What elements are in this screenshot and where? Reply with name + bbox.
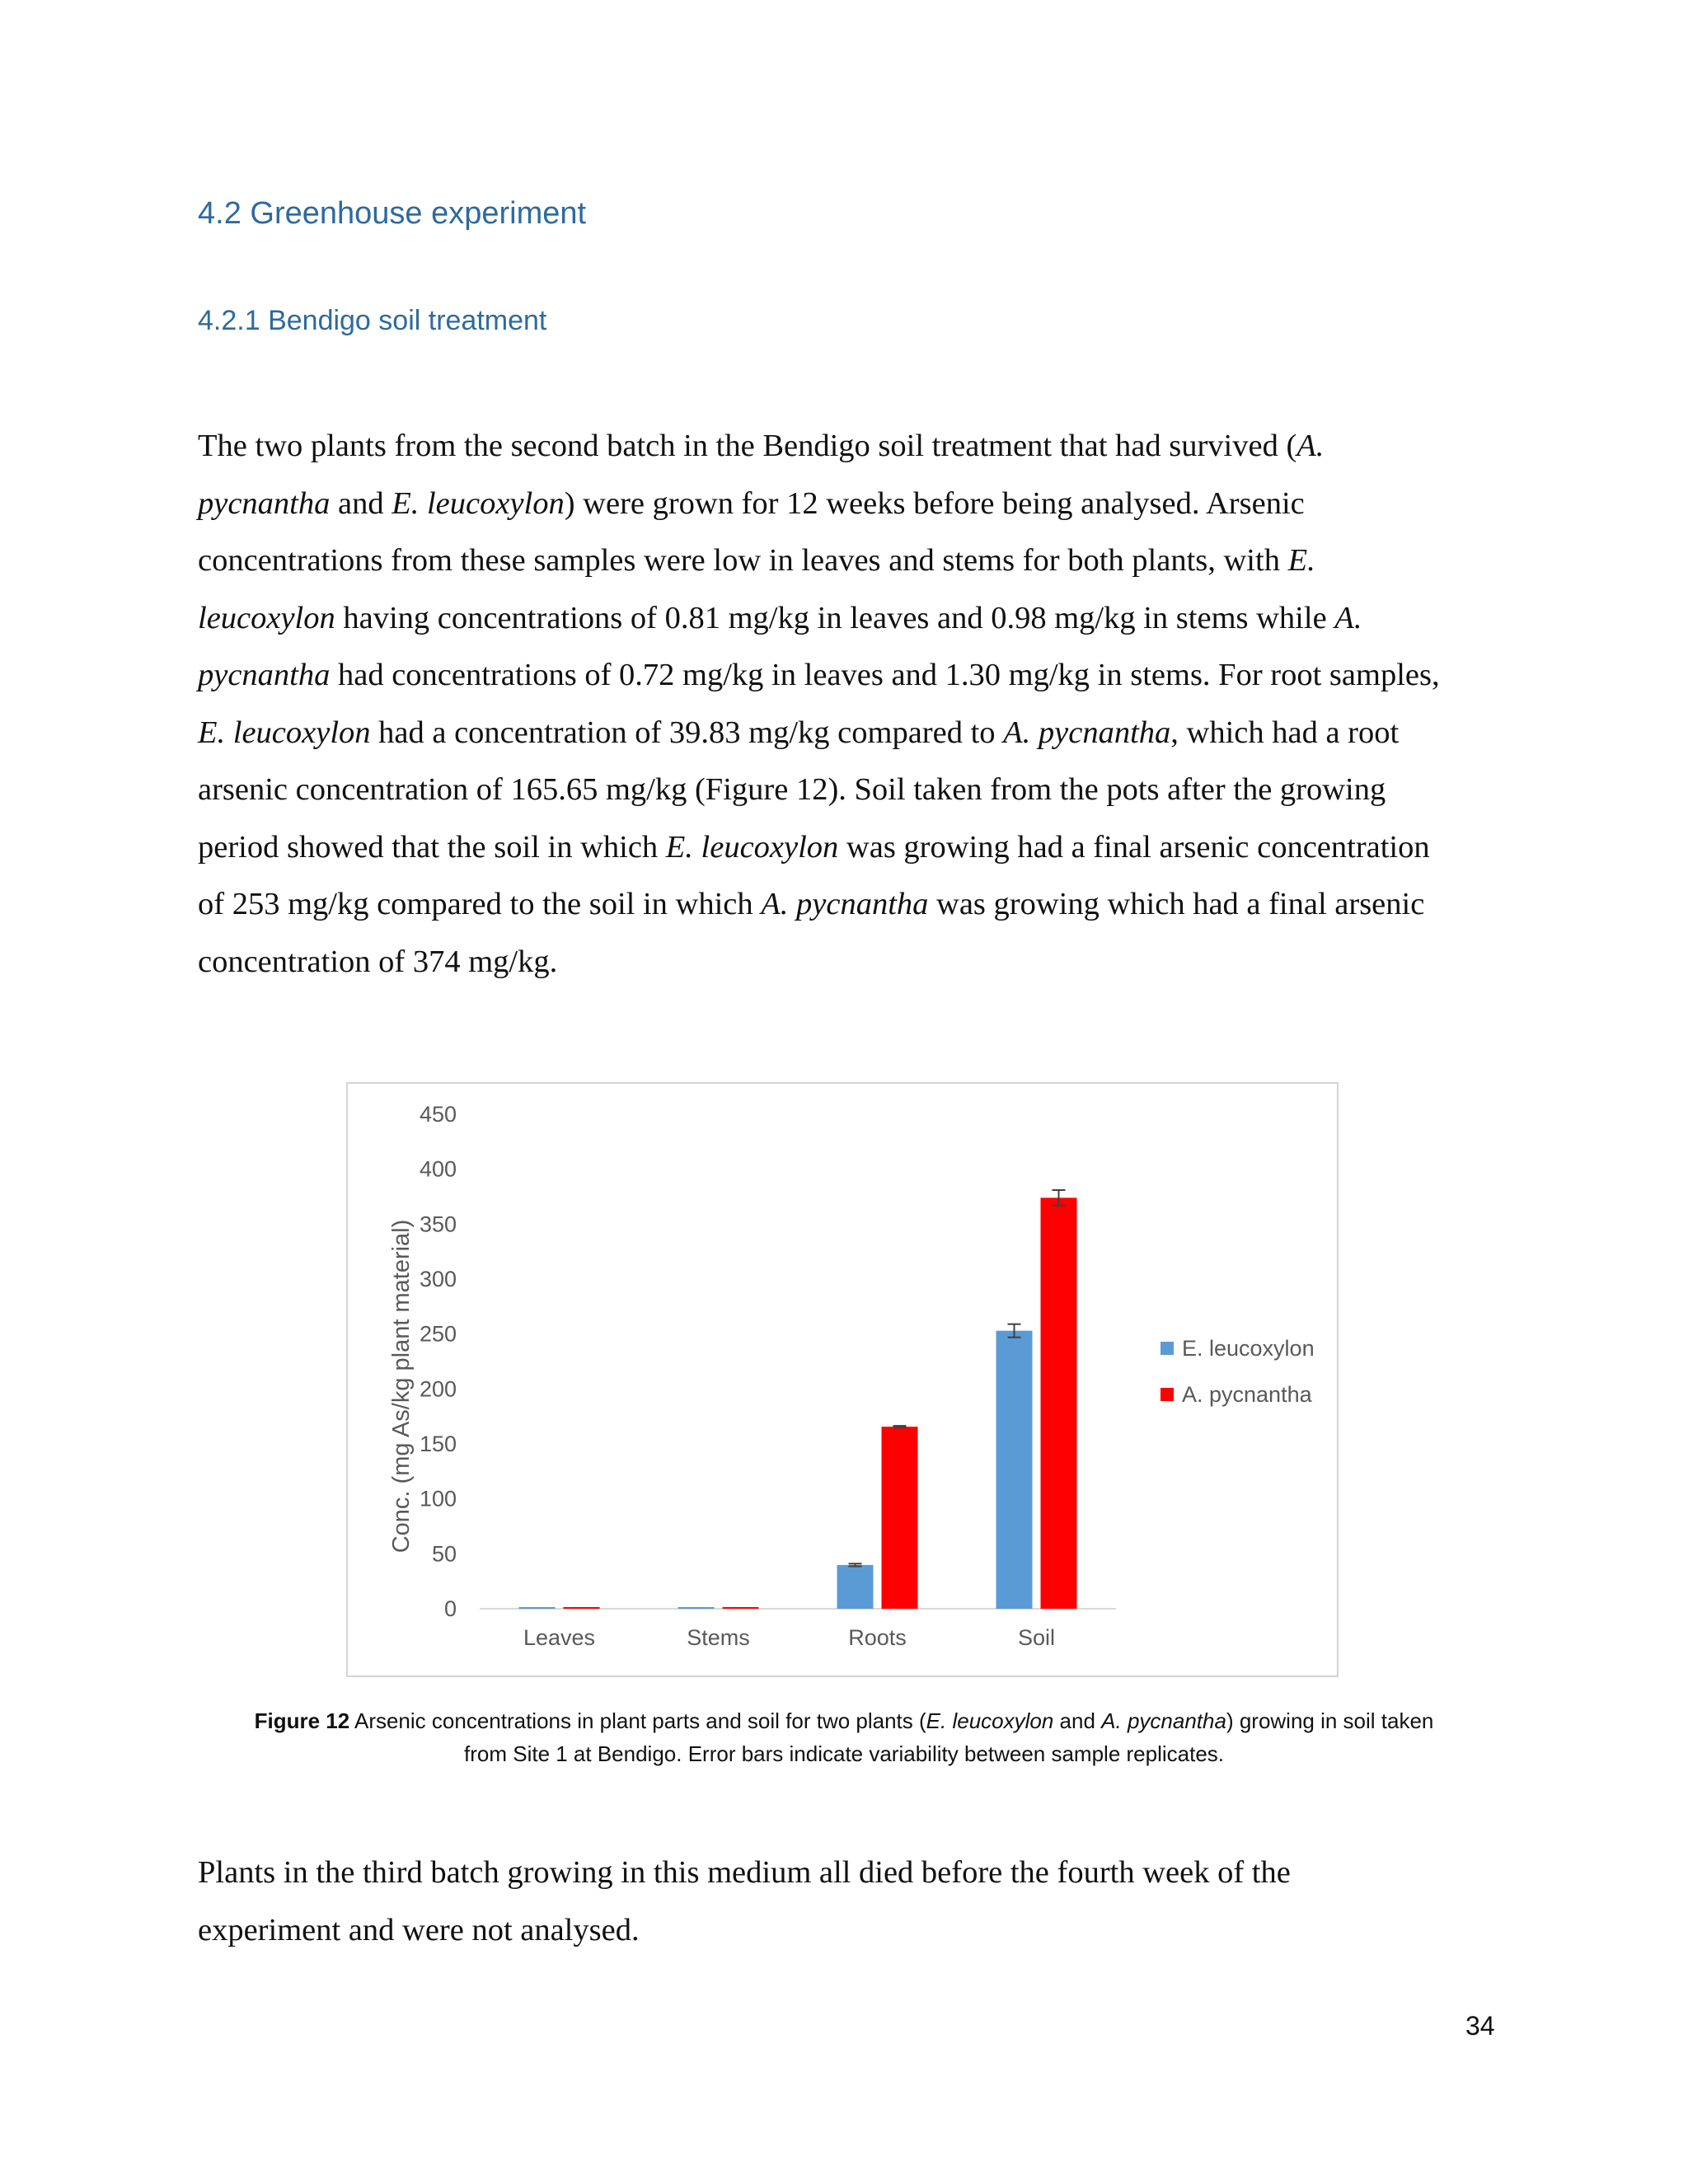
paragraph1-line-6-segment-0: E. leucoxylon: [198, 715, 371, 750]
bar: [678, 1607, 715, 1609]
paragraph1-line-7: [198, 762, 1484, 819]
caption-line-1-segment-2: and: [1053, 1708, 1102, 1733]
paragraph1-line-9-segment-0: of 253 mg/kg compared to the soil in which: [198, 887, 762, 921]
y-tick-label: 50: [431, 1541, 457, 1567]
paragraph1-line-1-segment-1: A.: [1296, 429, 1325, 463]
paragraph1-line-8-segment-0: period showed that the soil in which: [198, 829, 666, 865]
figure-12-chart: [346, 1082, 1339, 1677]
paragraph1-line-2-segment-0: pycnantha: [198, 485, 331, 521]
caption-line-1-segment-4: ) growing in soil taken: [1226, 1708, 1434, 1733]
paragraph2-line-1-segment-0: Plants in the third batch growing in this medium all died before the fourth week of the: [198, 1855, 1291, 1890]
paragraph1-line-6: [198, 705, 1484, 762]
paragraph1-line-1: [198, 418, 1484, 476]
caption-text-1: [349, 1708, 1433, 1733]
bar: [837, 1565, 874, 1609]
caption-line-1: [198, 1704, 1490, 1737]
bar: [882, 1427, 918, 1609]
x-tick-label: Soil: [1017, 1625, 1056, 1650]
y-tick-label: 300: [419, 1267, 457, 1291]
paragraph1-line-9: [198, 876, 1484, 934]
paragraph1-line-3-segment-1: E.: [1287, 543, 1315, 578]
bar: [519, 1607, 556, 1609]
paragraph1-line-9-segment-1: A. pycnantha: [761, 887, 929, 921]
figure-caption: [198, 1704, 1490, 1770]
subsection-heading: 4.2.1 Bendigo soil treatment: [198, 305, 547, 336]
paragraph1-line-2: [198, 476, 1484, 533]
y-tick-label: 150: [419, 1432, 457, 1456]
paragraph1-line-8-segment-2: was growing had a final arsenic concentration: [838, 829, 1430, 865]
y-tick-label: 350: [419, 1212, 457, 1237]
paragraph1-line-4-segment-2: A.: [1334, 600, 1362, 635]
paragraph1-line-6-segment-1: had a concentration of 39.83 mg/kg compared to: [370, 715, 1004, 750]
paragraph1-line-2-segment-2: E. leucoxylon: [392, 485, 565, 521]
y-tick-label: 100: [419, 1486, 457, 1511]
bar: [723, 1607, 759, 1609]
paragraph1-line-2-segment-3: ) were grown for 12 weeks before being analysed. Arsenic: [564, 485, 1305, 521]
bar: [996, 1331, 1033, 1609]
y-tick-label: 0: [443, 1596, 457, 1621]
section-heading: 4.2 Greenhouse experiment: [198, 196, 587, 231]
bar: [564, 1607, 600, 1609]
paragraph1-line-5-segment-1: had concentrations of 0.72 mg/kg in leaves and 1.30 mg/kg in stems. For root samples,: [330, 658, 1440, 692]
paragraph1-line-10: [198, 934, 1484, 991]
paragraph1-line-1-segment-0: The two plants from the second batch in the Bendigo soil treatment that had survived (: [198, 429, 1297, 463]
paragraph1-line-8: [198, 819, 1484, 877]
paragraph1-line-5-segment-0: pycnantha: [198, 658, 331, 692]
paragraph1-line-8-segment-1: E. leucoxylon: [665, 829, 839, 865]
caption-line-1-segment-1: E. leucoxylon: [926, 1708, 1054, 1733]
paragraph2-line-2: [198, 1902, 1484, 1960]
paragraph1-line-4-segment-0: leucoxylon: [198, 600, 335, 635]
bar-chart-svg: [348, 1084, 1337, 1675]
paragraph1-line-9-segment-2: was growing which had a final arsenic: [928, 887, 1425, 921]
y-axis-label: Conc. (mg As/kg plant material): [388, 1219, 415, 1554]
y-tick-label: 450: [419, 1102, 457, 1127]
x-tick-label: Roots: [848, 1625, 907, 1650]
paragraph1-line-4: [198, 590, 1484, 648]
page-number: 34: [1465, 2011, 1495, 2041]
x-tick-label: Leaves: [523, 1625, 596, 1650]
paragraph1-line-10-segment-0: concentration of 374 mg/kg.: [198, 944, 558, 979]
paragraph1-line-7-segment-0: arsenic concentration of 165.65 mg/kg (Figure 12). Soil taken from the pots after the growing: [198, 772, 1386, 807]
legend-swatch: [1160, 1388, 1174, 1401]
paragraph2-line-1: [198, 1844, 1484, 1902]
legend-label: A. pycnantha: [1182, 1382, 1312, 1407]
paragraph1-line-6-segment-2: A. pycnantha: [1003, 715, 1171, 750]
legend-label: E. leucoxylon: [1182, 1336, 1315, 1361]
caption-line-1-segment-0: Arsenic concentrations in plant parts and soil for two plants (: [349, 1708, 926, 1733]
caption-line-2: from Site 1 at Bendigo. Error bars indicate variability between sample replicates.: [464, 1741, 1224, 1766]
body-paragraph-1: [198, 418, 1484, 991]
caption-line-1-segment-3: A. pycnantha: [1101, 1708, 1226, 1733]
paragraph1-line-2-segment-1: and: [330, 485, 392, 521]
paragraph1-line-3: [198, 532, 1484, 590]
y-tick-label: 200: [419, 1376, 457, 1402]
caption-label: Figure 12: [254, 1708, 350, 1733]
paragraph1-line-5: [198, 647, 1484, 705]
body-paragraph-2: [198, 1844, 1484, 1959]
legend-swatch: [1160, 1342, 1174, 1355]
x-tick-label: Stems: [687, 1625, 750, 1650]
bar: [1041, 1197, 1077, 1609]
y-tick-label: 250: [419, 1321, 457, 1347]
paragraph1-line-3-segment-0: concentrations from these samples were low in leaves and stems for both plants, with: [198, 543, 1288, 578]
paragraph2-line-2-segment-0: experiment and were not analysed.: [198, 1912, 640, 1947]
paragraph1-line-4-segment-1: having concentrations of 0.81 mg/kg in leaves and 0.98 mg/kg in stems while: [335, 600, 1335, 635]
paragraph1-line-6-segment-3: , which had a root: [1170, 715, 1400, 750]
y-tick-label: 400: [419, 1156, 457, 1182]
